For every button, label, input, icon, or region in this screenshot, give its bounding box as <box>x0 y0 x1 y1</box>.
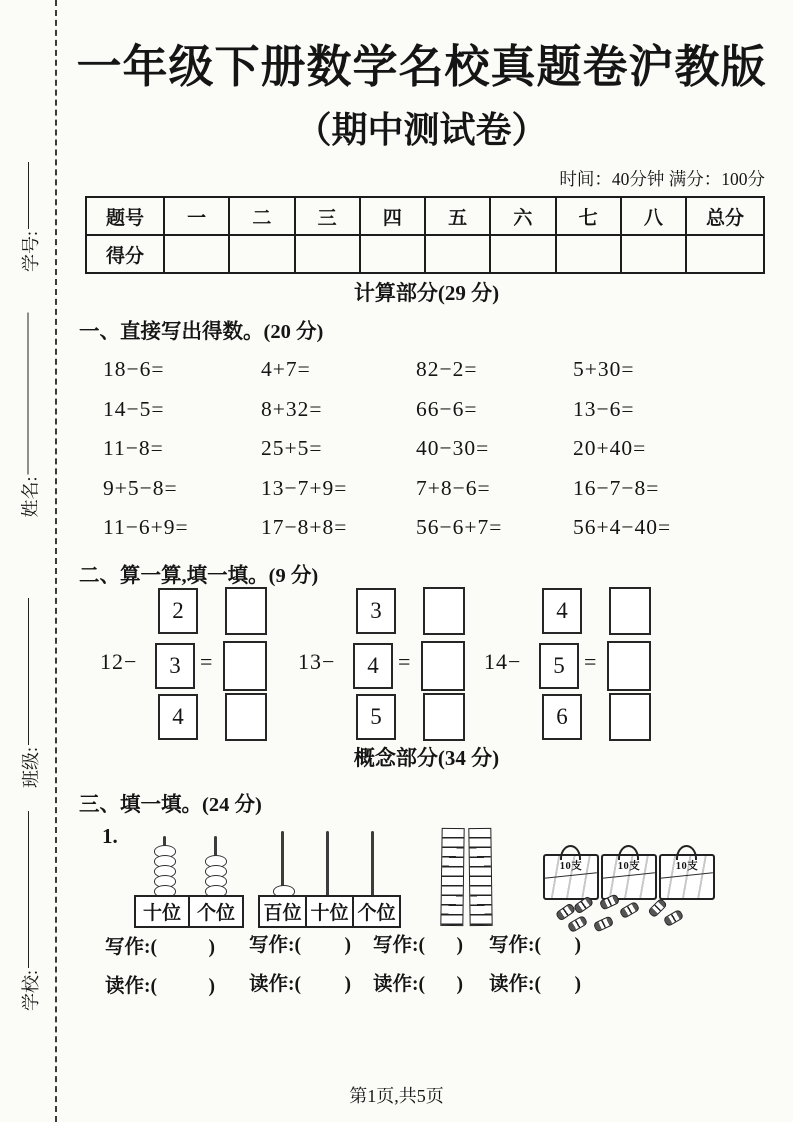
problem-cell[interactable]: 16−7−8= <box>573 475 660 500</box>
write-as-label: 写作:( <box>249 935 301 956</box>
read-as-line <box>373 968 463 996</box>
abacus-hundreds-tens-ones <box>260 831 400 928</box>
place-label-tens: 十位 <box>134 895 190 928</box>
calc-section-heading: 计算部分(29 分) <box>353 281 500 305</box>
q2-subtrahend-box <box>539 643 579 689</box>
score-cell[interactable] <box>229 235 294 273</box>
problem-cell[interactable]: 40−30= <box>416 436 490 461</box>
score-cell[interactable] <box>295 235 360 273</box>
problem-cell[interactable]: 7+8−6= <box>416 475 491 500</box>
score-table-header-cell: 七 <box>556 197 621 235</box>
q2-answer-box[interactable] <box>609 587 651 635</box>
score-table-header-cell: 五 <box>425 197 490 235</box>
bag-label: 10支 <box>675 861 699 872</box>
q2-minuend: 12− <box>100 649 138 674</box>
q2-given-bottom-value: 4 <box>172 704 184 729</box>
problem-cell[interactable]: 9+5−8= <box>103 475 178 500</box>
bag-of-ten <box>659 854 715 900</box>
margin-field-class <box>16 598 44 788</box>
score-cell[interactable] <box>360 235 425 273</box>
problem-cell[interactable]: 20+40= <box>573 436 647 461</box>
write-as-label: 写作:( <box>373 935 425 956</box>
q2-given-top-value: 4 <box>556 598 568 623</box>
score-table <box>85 196 765 274</box>
margin-field-student-id <box>16 162 44 272</box>
score-table-header-cell: 六 <box>490 197 555 235</box>
q2-given-top-box <box>542 588 582 634</box>
score-table-header-row <box>86 197 764 235</box>
loose-stick <box>573 895 594 914</box>
write-as-line <box>105 931 215 959</box>
read-as-label: 读作:( <box>249 974 301 995</box>
problem-cell[interactable]: 66−6= <box>416 396 478 421</box>
q2-given-top-box <box>356 588 396 634</box>
loose-stick <box>555 902 576 921</box>
score-table-header-cell: 四 <box>360 197 425 235</box>
q2-title: 二、算一算,填一填。(9 分) <box>79 565 319 587</box>
exam-meta: 时间：40分钟 满分：100分 <box>559 169 765 189</box>
write-as-label: 写作:( <box>105 937 157 958</box>
score-cell[interactable] <box>556 235 621 273</box>
problem-cell[interactable]: 11−8= <box>103 436 164 461</box>
q2-equals-sign: = <box>398 649 412 674</box>
ten-block-rod <box>468 828 492 926</box>
q2-answer-box[interactable] <box>421 641 465 691</box>
score-table-header-cell: 总分 <box>686 197 764 235</box>
problem-cell[interactable]: 4+7= <box>261 357 311 382</box>
base-ten-rods <box>441 828 501 928</box>
q2-minuend: 13− <box>298 649 336 674</box>
margin-field-school <box>16 811 44 1011</box>
q2-given-top-box <box>158 588 198 634</box>
problem-cell[interactable]: 13−6= <box>573 396 635 421</box>
loose-stick <box>619 901 640 919</box>
q2-minuend: 14− <box>484 649 522 674</box>
q1-problems-grid <box>103 350 768 548</box>
problem-cell[interactable]: 18−6= <box>103 357 165 382</box>
abacus-tens-ones <box>133 836 243 928</box>
page-footer: 第1页,共5页 <box>349 1086 444 1106</box>
abacus-place-labels <box>136 895 244 928</box>
score-table-header-cell: 三 <box>295 197 360 235</box>
close-paren: ) <box>208 976 215 997</box>
class-blank[interactable] <box>28 598 29 745</box>
score-cell[interactable] <box>621 235 686 273</box>
problem-cell[interactable]: 11−6+9= <box>103 515 189 540</box>
class-label: 班级: <box>21 746 41 788</box>
bag-label: 10支 <box>559 861 583 872</box>
q2-answer-box[interactable] <box>423 587 465 635</box>
loose-stick <box>663 909 684 927</box>
q2-given-top-value: 3 <box>370 598 382 623</box>
problem-cell[interactable]: 25+5= <box>261 436 323 461</box>
problem-cell[interactable]: 5+30= <box>573 357 635 382</box>
score-table-score-row <box>86 235 764 273</box>
cut-dashed-line <box>55 0 57 1122</box>
q2-group-2 <box>298 588 478 740</box>
write-as-line <box>373 929 463 957</box>
q2-equals-sign: = <box>584 649 598 674</box>
q2-subtrahend-box <box>155 643 195 689</box>
q2-subtrahend-box <box>353 643 393 689</box>
q3-title: 三、填一填。(24 分) <box>79 794 262 816</box>
q2-given-top-value: 2 <box>172 598 184 623</box>
q2-subtrahend-value: 3 <box>169 653 181 678</box>
problem-cell[interactable]: 13−7+9= <box>261 475 348 500</box>
problem-cell[interactable]: 8+32= <box>261 396 323 421</box>
score-table-header-cell: 题号 <box>86 197 164 235</box>
q2-answer-box[interactable] <box>225 587 267 635</box>
read-as-line <box>489 968 581 996</box>
q2-given-bottom-box <box>542 694 582 740</box>
close-paren: ) <box>574 974 581 995</box>
close-paren: ) <box>456 974 463 995</box>
place-label-ones: 个位 <box>188 895 244 928</box>
read-as-line <box>105 970 215 998</box>
abacus-rod <box>371 831 374 895</box>
q2-group-3 <box>484 588 664 740</box>
write-as-line <box>249 929 351 957</box>
problem-cell[interactable]: 17−8+8= <box>261 515 348 540</box>
score-cell[interactable] <box>164 235 229 273</box>
abacus-place-labels <box>260 895 401 928</box>
bag-label: 10支 <box>617 861 641 872</box>
problem-cell[interactable]: 82−2= <box>416 357 478 382</box>
school-label: 学校: <box>21 969 41 1011</box>
score-cell[interactable] <box>490 235 555 273</box>
problem-cell[interactable]: 56−6+7= <box>416 515 503 540</box>
name-label: 姓名: <box>20 476 41 518</box>
name-blank[interactable] <box>28 313 29 475</box>
margin-field-name <box>16 313 44 518</box>
q2-answer-box[interactable] <box>423 693 465 741</box>
loose-stick <box>647 898 668 919</box>
write-as-label: 写作:( <box>489 935 541 956</box>
q2-subtrahend-value: 4 <box>367 653 379 678</box>
bag-of-ten <box>601 854 657 900</box>
read-as-label: 读作:( <box>489 974 541 995</box>
score-cell[interactable] <box>425 235 490 273</box>
place-label-tens: 十位 <box>305 895 354 928</box>
ten-block-rod <box>440 828 464 926</box>
q2-answer-box[interactable] <box>225 693 267 741</box>
q1-title: 一、直接写出得数。(20 分) <box>79 321 324 343</box>
place-label-ones: 个位 <box>352 895 401 928</box>
problem-cell[interactable]: 14−5= <box>103 396 165 421</box>
q2-given-bottom-box <box>356 694 396 740</box>
close-paren: ) <box>574 935 581 956</box>
q2-given-bottom-box <box>158 694 198 740</box>
q2-given-bottom-value: 5 <box>370 704 382 729</box>
score-row-label: 得分 <box>86 235 164 273</box>
school-blank[interactable] <box>28 811 29 968</box>
place-label-hundreds: 百位 <box>258 895 307 928</box>
read-as-label: 读作:( <box>373 974 425 995</box>
q2-equals-sign: = <box>200 649 214 674</box>
write-as-line <box>489 929 581 957</box>
score-table-header-cell: 八 <box>621 197 686 235</box>
q2-group-1 <box>100 588 280 740</box>
q2-given-bottom-value: 6 <box>556 704 568 729</box>
close-paren: ) <box>344 935 351 956</box>
q2-answer-box[interactable] <box>223 641 267 691</box>
read-as-label: 读作:( <box>105 976 157 997</box>
q3-item-number: 1. <box>102 824 118 848</box>
loose-stick <box>599 893 620 910</box>
abacus-rod <box>326 831 329 895</box>
score-table-header-cell: 二 <box>229 197 294 235</box>
page-title: 一年级下册数学名校真题卷沪教版 <box>76 42 767 92</box>
page-subtitle: （期中测试卷） <box>295 110 548 150</box>
student-id-label: 学号: <box>21 230 41 272</box>
score-table-header-cell: 一 <box>164 197 229 235</box>
concept-section-heading: 概念部分(34 分) <box>353 746 500 770</box>
score-cell[interactable] <box>686 235 764 273</box>
bag-of-ten <box>543 854 599 900</box>
close-paren: ) <box>456 935 463 956</box>
student-id-blank[interactable] <box>28 162 29 229</box>
q2-answer-box[interactable] <box>607 641 651 691</box>
read-as-line <box>249 968 351 996</box>
problem-cell[interactable]: 56+4−40= <box>573 515 672 540</box>
q2-answer-box[interactable] <box>609 693 651 741</box>
q2-subtrahend-value: 5 <box>553 653 565 678</box>
stick-bags <box>543 854 723 900</box>
loose-stick <box>593 915 614 932</box>
close-paren: ) <box>344 974 351 995</box>
close-paren: ) <box>208 937 215 958</box>
